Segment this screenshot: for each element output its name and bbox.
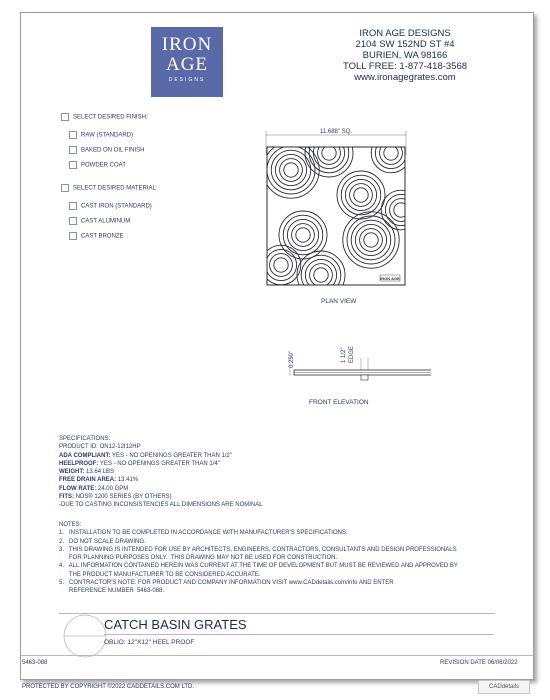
material-option-bronze: CAST BRONZE — [69, 232, 124, 240]
elevation-edge-dim: 1 1/2" — [341, 347, 347, 363]
company-info — [305, 28, 505, 83]
spec-row — [59, 452, 263, 460]
company-address-1: 2104 SW 152ND ST #4 — [355, 39, 455, 50]
elevation-thickness: 0.250" — [289, 350, 295, 368]
drawing-sheet — [20, 12, 534, 680]
material-option-iron: CAST IRON (STANDARD) — [69, 202, 152, 210]
finish-heading: SELECT DESIRED FINISH: — [61, 113, 148, 121]
spec-row — [59, 460, 263, 468]
notes-heading: NOTES: — [59, 522, 82, 528]
drawing-title: CATCH BASIN GRATES — [104, 617, 247, 632]
grate-brand-mark: IRON AGE — [380, 276, 400, 281]
spec-key: PRODUCT ID: — [59, 444, 98, 451]
logo-line-1: IRON — [161, 34, 213, 55]
copyright-notice: PROTECTED BY COPYRIGHT ©2022 CADDETAILS.COM LTD. — [22, 684, 195, 690]
reference-number: 5463-088 — [22, 660, 48, 666]
material-bronze-checkbox[interactable] — [69, 232, 77, 240]
finish-heading-checkbox[interactable] — [61, 113, 69, 121]
note-line: THE PRODUCT MANUFACTURER TO BE CONSIDERED ACCURATE. — [59, 571, 261, 578]
spec-key: FITS: — [59, 494, 74, 501]
plan-view-drawing — [251, 125, 421, 310]
spec-row — [59, 493, 263, 501]
company-phone: TOLL FREE: 1-877-418-3568 — [342, 61, 468, 72]
caddetails-badge[interactable]: CADdetails — [478, 680, 530, 694]
company-website: www.ironagegrates.com — [354, 72, 456, 83]
spec-value: YES - NO OPENINGS GREATER THAN 1/4" — [98, 460, 220, 467]
spec-heading: SPECIFICATIONS: — [59, 436, 111, 442]
note-line: 2. DO NOT SCALE DRAWING. — [59, 538, 146, 545]
material-option-aluminum: CAST ALUMINUM — [69, 217, 130, 225]
spec-key: WEIGHT: — [59, 469, 85, 476]
note-line: FOR PLANNING PURPOSES ONLY. THIS DRAWING MAY NOT BE USED FOR CONSTRUCTION. — [59, 555, 338, 562]
finish-powder-checkbox[interactable] — [69, 161, 77, 169]
spec-value: NDS® 1200 SERIES (BY OTHERS) — [74, 494, 172, 501]
drawing-subtitle: OBLIO: 12"X12" HEEL PROOF — [104, 639, 195, 646]
specifications — [59, 435, 263, 510]
spec-value: 13.64 LBS — [84, 469, 115, 476]
finish-raw-checkbox[interactable] — [69, 131, 77, 139]
company-name: IRON AGE DESIGNS — [359, 28, 451, 39]
company-address-2: BURIEN, WA 98166 — [362, 50, 448, 61]
titleblock-circle — [61, 613, 109, 661]
finish-option-powder: POWDER COAT — [69, 161, 126, 169]
spec-row — [59, 485, 263, 493]
note-line: 3. THIS DRAWING IS INTENDED FOR USE BY ARCHITECTS, ENGINEERS, CONTRACTORS, CONSULTANTS AND DESIGN PROFESSIONALS — [59, 546, 457, 553]
front-elevation-drawing — [261, 328, 431, 393]
titleblock-top-rule — [59, 613, 495, 614]
spec-value: YES - NO OPENINGS GREATER THAN 1/2" — [110, 452, 232, 459]
revision-date: REVISION DATE 06/06/2022 — [440, 660, 518, 666]
spec-value: 13.41% — [116, 477, 139, 484]
material-aluminum-checkbox[interactable] — [69, 217, 77, 225]
logo-line-2: AGE — [165, 54, 209, 75]
spec-value: 24.00 GPM — [96, 485, 129, 492]
note-line: 1. INSTALLATION TO BE COMPLETED IN ACCORDANCE WITH MANUFACTURER'S SPECIFICATIONS. — [59, 530, 348, 537]
spec-row — [59, 443, 263, 451]
elevation-edge-label: EDGE — [349, 345, 355, 363]
spec-key: HEELPROOF: — [59, 460, 99, 467]
finish-option-baked: BAKED ON OIL FINISH — [69, 146, 144, 154]
titleblock-mid-rule — [104, 634, 494, 635]
spec-value: -DUE TO CASTING INCONSISTENCIES ALL DIMENSIONS ARE NOMINAL — [59, 502, 263, 509]
iron-age-logo — [151, 27, 223, 97]
plan-dimension: 11.688" SQ. — [319, 129, 353, 135]
spec-value: ON12-12I12HP — [97, 444, 141, 451]
titleblock-bottom-rule — [21, 655, 533, 656]
finish-baked-checkbox[interactable] — [69, 146, 77, 154]
spec-row — [59, 476, 263, 484]
material-iron-checkbox[interactable] — [69, 202, 77, 210]
note-line: REFERENCE NUMBER 5463-088. — [59, 588, 165, 595]
spec-key: FREE DRAIN AREA: — [59, 477, 117, 484]
note-line: 4. ALL INFORMATION CONTAINED HEREIN WAS CURRENT AT THE TIME OF DEVELOPMENT BUT MUST BE REVIEWED AND APPROVED BY — [59, 563, 458, 570]
spec-row — [59, 501, 263, 509]
logo-line-3: DESIGNS — [168, 77, 206, 83]
finish-option-raw: RAW (STANDARD) — [69, 131, 133, 139]
spec-key: FLOW RATE: — [59, 485, 97, 492]
note-line: 5. CONTRACTOR'S NOTE: FOR PRODUCT AND COMPANY INFORMATION VISIT www.CADdetails.com/info AND ENTER — [59, 580, 394, 587]
spec-key: ADA COMPLIANT: — [59, 452, 111, 459]
plan-view-label: PLAN VIEW — [321, 298, 357, 305]
material-heading: SELECT DESIRED MATERIAL: — [61, 184, 157, 192]
material-heading-checkbox[interactable] — [61, 184, 69, 192]
notes — [59, 521, 458, 596]
elevation-edge — [361, 375, 368, 380]
spec-row — [59, 468, 263, 476]
front-elevation-label: FRONT ELEVATION — [309, 399, 369, 406]
